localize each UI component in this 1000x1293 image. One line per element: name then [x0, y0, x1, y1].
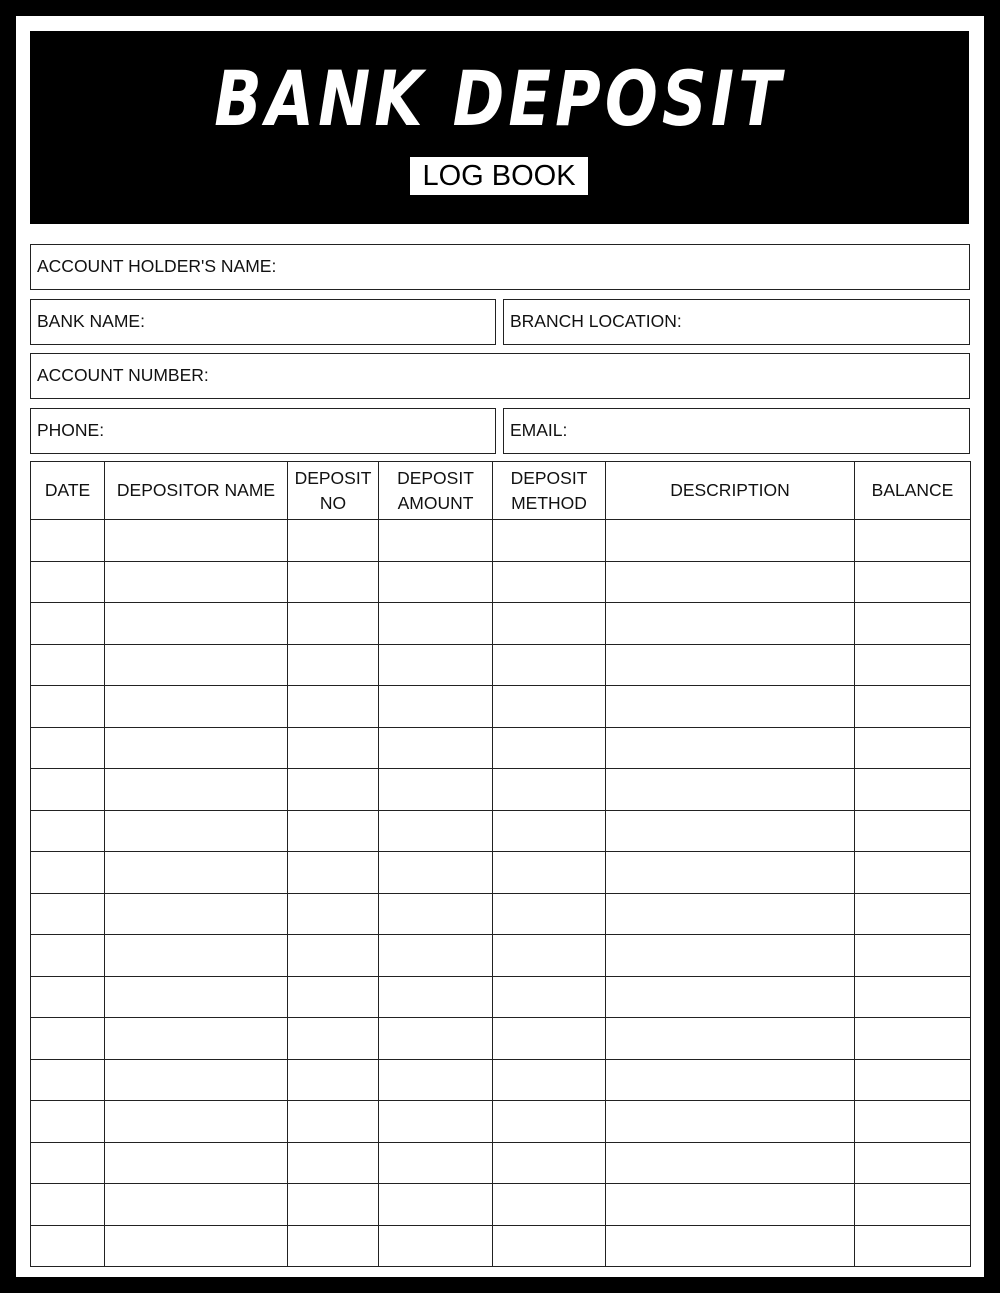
- log-page: [16, 16, 984, 1277]
- branch-location-label: BRANCH LOCATION:: [510, 311, 682, 331]
- cell-depositor-name[interactable]: [105, 769, 288, 811]
- cell-deposit-no[interactable]: [288, 644, 379, 686]
- cell-date[interactable]: [31, 1142, 105, 1184]
- cell-deposit-amount[interactable]: [379, 686, 493, 728]
- cell-deposit-amount[interactable]: [379, 935, 493, 977]
- cell-balance[interactable]: [855, 603, 971, 645]
- cell-depositor-name[interactable]: [105, 976, 288, 1018]
- table-row: [31, 1059, 971, 1101]
- cell-description[interactable]: [606, 561, 855, 603]
- cell-description[interactable]: [606, 893, 855, 935]
- cell-date[interactable]: [31, 1101, 105, 1143]
- cell-description[interactable]: [606, 1184, 855, 1226]
- table-row: [31, 644, 971, 686]
- cell-balance[interactable]: [855, 644, 971, 686]
- cell-deposit-method[interactable]: [493, 852, 606, 894]
- column-header-deposit-no: DEPOSIT NO: [288, 462, 379, 520]
- cell-depositor-name[interactable]: [105, 1018, 288, 1060]
- deposit-log-table: [30, 461, 971, 1267]
- page-title: BANK DEPOSIT: [214, 54, 785, 143]
- cell-balance[interactable]: [855, 1142, 971, 1184]
- cell-deposit-amount[interactable]: [379, 644, 493, 686]
- table-row: [31, 893, 971, 935]
- cell-date[interactable]: [31, 1059, 105, 1101]
- email-field[interactable]: [503, 408, 970, 454]
- cell-deposit-method[interactable]: [493, 1018, 606, 1060]
- account-number-field[interactable]: [30, 353, 970, 399]
- column-header-depositor-name: DEPOSITOR NAME: [105, 462, 288, 520]
- cell-deposit-no[interactable]: [288, 976, 379, 1018]
- cell-balance[interactable]: [855, 1101, 971, 1143]
- column-header-deposit-method: DEPOSIT METHOD: [493, 462, 606, 520]
- column-header-balance: BALANCE: [855, 462, 971, 520]
- account-holder-label: ACCOUNT HOLDER'S NAME:: [37, 256, 277, 276]
- table-row: [31, 1101, 971, 1143]
- cell-date[interactable]: [31, 644, 105, 686]
- cell-date[interactable]: [31, 727, 105, 769]
- column-header-date: DATE: [31, 462, 105, 520]
- cell-balance[interactable]: [855, 727, 971, 769]
- cell-deposit-no[interactable]: [288, 603, 379, 645]
- cell-depositor-name[interactable]: [105, 893, 288, 935]
- cell-deposit-no[interactable]: [288, 1059, 379, 1101]
- title-banner: [30, 31, 969, 224]
- cell-date[interactable]: [31, 810, 105, 852]
- cell-description[interactable]: [606, 686, 855, 728]
- cell-date[interactable]: [31, 769, 105, 811]
- phone-field[interactable]: [30, 408, 496, 454]
- column-header-deposit-amount: DEPOSIT AMOUNT: [379, 462, 493, 520]
- cell-deposit-no[interactable]: [288, 1018, 379, 1060]
- cell-description[interactable]: [606, 810, 855, 852]
- cell-date[interactable]: [31, 520, 105, 562]
- cell-balance[interactable]: [855, 852, 971, 894]
- cell-balance[interactable]: [855, 893, 971, 935]
- cell-description[interactable]: [606, 520, 855, 562]
- cell-description[interactable]: [606, 603, 855, 645]
- cell-description[interactable]: [606, 769, 855, 811]
- table-body: [31, 520, 971, 1267]
- cell-deposit-method[interactable]: [493, 769, 606, 811]
- cell-deposit-amount[interactable]: [379, 810, 493, 852]
- cell-deposit-method[interactable]: [493, 520, 606, 562]
- cell-date[interactable]: [31, 603, 105, 645]
- cell-balance[interactable]: [855, 935, 971, 977]
- cell-depositor-name[interactable]: [105, 644, 288, 686]
- cell-balance[interactable]: [855, 1059, 971, 1101]
- cell-deposit-method[interactable]: [493, 1225, 606, 1267]
- cell-depositor-name[interactable]: [105, 1225, 288, 1267]
- cell-balance[interactable]: [855, 1018, 971, 1060]
- cell-deposit-no[interactable]: [288, 727, 379, 769]
- cell-date[interactable]: [31, 1018, 105, 1060]
- cell-deposit-amount[interactable]: [379, 1184, 493, 1226]
- cell-date[interactable]: [31, 852, 105, 894]
- cell-depositor-name[interactable]: [105, 1059, 288, 1101]
- cell-balance[interactable]: [855, 561, 971, 603]
- cell-deposit-amount[interactable]: [379, 769, 493, 811]
- cell-deposit-amount[interactable]: [379, 1142, 493, 1184]
- cell-description[interactable]: [606, 1018, 855, 1060]
- cell-description[interactable]: [606, 1225, 855, 1267]
- cell-deposit-method[interactable]: [493, 561, 606, 603]
- cell-date[interactable]: [31, 1225, 105, 1267]
- cell-deposit-amount[interactable]: [379, 1225, 493, 1267]
- cell-deposit-method[interactable]: [493, 644, 606, 686]
- table-row: [31, 520, 971, 562]
- cell-deposit-method[interactable]: [493, 935, 606, 977]
- email-label: EMAIL:: [510, 420, 568, 440]
- table-row: [31, 1018, 971, 1060]
- table-row: [31, 686, 971, 728]
- cell-depositor-name[interactable]: [105, 810, 288, 852]
- cell-deposit-amount[interactable]: [379, 1101, 493, 1143]
- cell-depositor-name[interactable]: [105, 1101, 288, 1143]
- cell-description[interactable]: [606, 976, 855, 1018]
- cell-deposit-amount[interactable]: [379, 1059, 493, 1101]
- cell-depositor-name[interactable]: [105, 561, 288, 603]
- cell-deposit-no[interactable]: [288, 1225, 379, 1267]
- cell-depositor-name[interactable]: [105, 852, 288, 894]
- cell-balance[interactable]: [855, 686, 971, 728]
- cell-balance[interactable]: [855, 976, 971, 1018]
- cell-deposit-no[interactable]: [288, 1184, 379, 1226]
- cell-description[interactable]: [606, 1142, 855, 1184]
- cell-date[interactable]: [31, 1184, 105, 1226]
- cell-balance[interactable]: [855, 769, 971, 811]
- table-row: [31, 727, 971, 769]
- cell-balance[interactable]: [855, 1184, 971, 1226]
- cell-deposit-no[interactable]: [288, 1142, 379, 1184]
- table-row: [31, 810, 971, 852]
- cell-balance[interactable]: [855, 810, 971, 852]
- account-number-label: ACCOUNT NUMBER:: [37, 365, 209, 385]
- phone-label: PHONE:: [37, 420, 105, 440]
- bank-name-label: BANK NAME:: [37, 311, 145, 331]
- cell-description[interactable]: [606, 1101, 855, 1143]
- cell-deposit-amount[interactable]: [379, 727, 493, 769]
- cell-deposit-method[interactable]: [493, 976, 606, 1018]
- cell-deposit-amount[interactable]: [379, 603, 493, 645]
- cell-depositor-name[interactable]: [105, 603, 288, 645]
- cell-deposit-no[interactable]: [288, 893, 379, 935]
- cell-deposit-amount[interactable]: [379, 1018, 493, 1060]
- table-row: [31, 561, 971, 603]
- cell-deposit-method[interactable]: [493, 727, 606, 769]
- cell-deposit-amount[interactable]: [379, 520, 493, 562]
- cell-date[interactable]: [31, 976, 105, 1018]
- cell-deposit-method[interactable]: [493, 810, 606, 852]
- cell-deposit-amount[interactable]: [379, 852, 493, 894]
- cell-description[interactable]: [606, 852, 855, 894]
- branch-location-field[interactable]: [503, 299, 970, 345]
- cell-deposit-no[interactable]: [288, 769, 379, 811]
- cell-date[interactable]: [31, 561, 105, 603]
- table-row: [31, 976, 971, 1018]
- column-header-description: DESCRIPTION: [606, 462, 855, 520]
- table-row: [31, 769, 971, 811]
- table-row: [31, 1184, 971, 1226]
- table-row: [31, 1142, 971, 1184]
- cell-date[interactable]: [31, 893, 105, 935]
- cell-depositor-name[interactable]: [105, 1142, 288, 1184]
- cell-depositor-name[interactable]: [105, 520, 288, 562]
- cell-deposit-method[interactable]: [493, 1059, 606, 1101]
- cell-deposit-amount[interactable]: [379, 893, 493, 935]
- cell-deposit-no[interactable]: [288, 686, 379, 728]
- cell-date[interactable]: [31, 935, 105, 977]
- table-row: [31, 603, 971, 645]
- cell-deposit-method[interactable]: [493, 1184, 606, 1226]
- cell-depositor-name[interactable]: [105, 727, 288, 769]
- cell-deposit-amount[interactable]: [379, 561, 493, 603]
- cell-deposit-method[interactable]: [493, 686, 606, 728]
- cell-deposit-amount[interactable]: [379, 976, 493, 1018]
- table-row: [31, 1225, 971, 1267]
- cell-deposit-no[interactable]: [288, 1101, 379, 1143]
- page-subtitle: LOG BOOK: [410, 157, 588, 195]
- cell-deposit-method[interactable]: [493, 893, 606, 935]
- cell-description[interactable]: [606, 1059, 855, 1101]
- cell-deposit-no[interactable]: [288, 810, 379, 852]
- cell-depositor-name[interactable]: [105, 686, 288, 728]
- bank-name-field[interactable]: [30, 299, 496, 345]
- cell-depositor-name[interactable]: [105, 1184, 288, 1226]
- cell-depositor-name[interactable]: [105, 935, 288, 977]
- table-row: [31, 935, 971, 977]
- cell-balance[interactable]: [855, 520, 971, 562]
- cell-deposit-method[interactable]: [493, 1101, 606, 1143]
- cell-deposit-no[interactable]: [288, 852, 379, 894]
- cell-deposit-no[interactable]: [288, 935, 379, 977]
- cell-deposit-no[interactable]: [288, 561, 379, 603]
- cell-description[interactable]: [606, 644, 855, 686]
- cell-description[interactable]: [606, 935, 855, 977]
- cell-deposit-method[interactable]: [493, 603, 606, 645]
- table-header-row: [31, 462, 971, 520]
- cell-balance[interactable]: [855, 1225, 971, 1267]
- table-row: [31, 852, 971, 894]
- account-holder-field[interactable]: [30, 244, 970, 290]
- cell-date[interactable]: [31, 686, 105, 728]
- cell-deposit-no[interactable]: [288, 520, 379, 562]
- cell-deposit-method[interactable]: [493, 1142, 606, 1184]
- cell-description[interactable]: [606, 727, 855, 769]
